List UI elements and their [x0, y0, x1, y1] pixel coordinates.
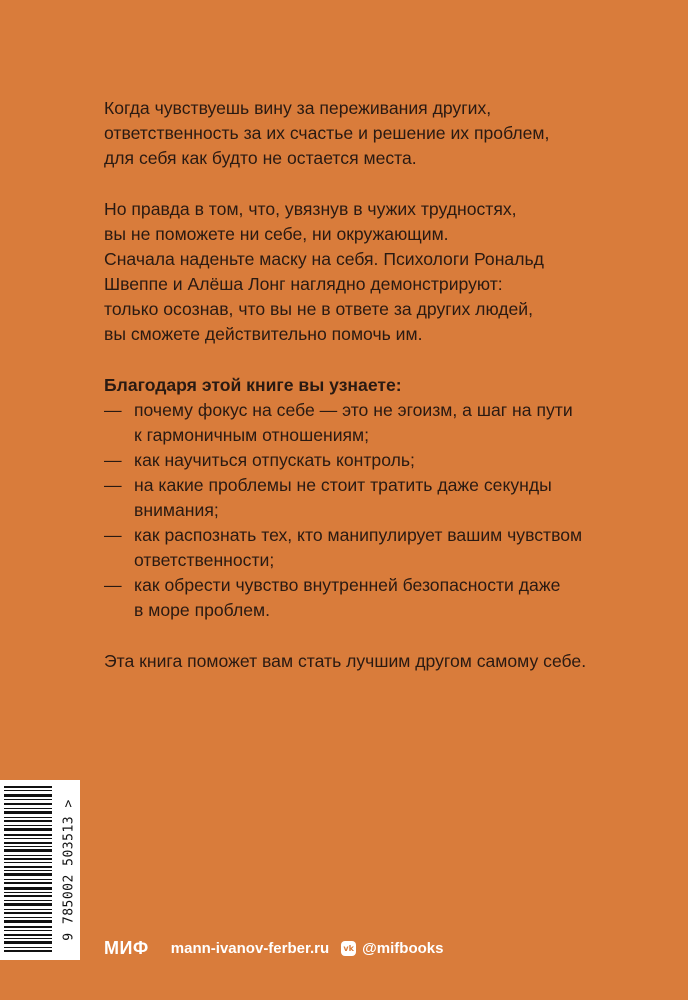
dash-marker: —	[104, 450, 122, 470]
truth-line: Швеппе и Алёша Лонг наглядно демонстрируют:	[104, 274, 503, 294]
barcode-digits	[58, 780, 80, 960]
dash-marker: —	[104, 400, 122, 420]
dash-marker: —	[104, 525, 122, 545]
truth-line: вы сможете действительно помочь им.	[104, 324, 423, 344]
list-item-line: как распознать тех, кто манипулирует вашим чувством	[134, 525, 583, 545]
publisher-logo: МИФ	[104, 937, 149, 958]
list-item-line: как обрести чувство внутренней безопасности даже	[134, 575, 561, 595]
list-item-text	[134, 473, 552, 523]
vk-icon[interactable]	[341, 941, 356, 956]
truth-line: вы не поможете ни себе, ни окружающим.	[104, 224, 449, 244]
footer	[104, 936, 443, 960]
list-item-line: на какие проблемы не стоит тратить даже секунды	[134, 475, 552, 495]
vk-icon-label: vk	[343, 943, 354, 953]
truth-paragraph	[104, 197, 664, 347]
intro-line: Когда чувствуешь вину за переживания других,	[104, 98, 492, 118]
list-item-text	[134, 398, 573, 448]
list-item-line: почему фокус на себе — это не эгоизм, а шаг на пути	[134, 400, 573, 420]
website-link[interactable]: mann-ivanov-ferber.ru	[170, 939, 330, 957]
barcode-icon	[0, 780, 56, 960]
list-item-line: внимания;	[134, 500, 219, 520]
truth-line: Сначала наденьте маску на себя. Психологи Рональд	[104, 249, 544, 269]
social-handle[interactable]: @mifbooks	[362, 939, 444, 957]
closing-paragraph	[104, 649, 664, 674]
list-item-line: в море проблем.	[134, 600, 270, 620]
benefits-heading: Благодаря этой книге вы узнаете:	[104, 375, 402, 395]
list-item-line: ответственности;	[134, 550, 275, 570]
list-item	[104, 448, 664, 473]
truth-line: Но правда в том, что, увязнув в чужих трудностях,	[104, 199, 517, 219]
list-item	[104, 573, 664, 623]
list-item-line: к гармоничным отношениям;	[134, 425, 370, 445]
dash-marker: —	[104, 475, 122, 495]
intro-line: для себя как будто не остается места.	[104, 148, 417, 168]
back-cover-text	[104, 96, 664, 700]
list-item	[104, 473, 664, 523]
list-item-text	[134, 448, 415, 473]
intro-line: ответственность за их счастье и решение их проблем,	[104, 123, 550, 143]
list-item	[104, 398, 664, 448]
intro-paragraph	[104, 96, 664, 171]
list-item-text	[134, 573, 560, 623]
isbn-digits: 9 785002 503513 >	[61, 799, 77, 941]
dash-marker: —	[104, 575, 122, 595]
list-item-text	[134, 523, 582, 573]
list-item-line: как научиться отпускать контроль;	[134, 450, 415, 470]
benefits-list	[104, 398, 664, 623]
barcode	[0, 780, 80, 960]
closing-line: Эта книга поможет вам стать лучшим другом самому себе.	[104, 651, 587, 671]
truth-line: только осознав, что вы не в ответе за других людей,	[104, 299, 534, 319]
list-item	[104, 523, 664, 573]
